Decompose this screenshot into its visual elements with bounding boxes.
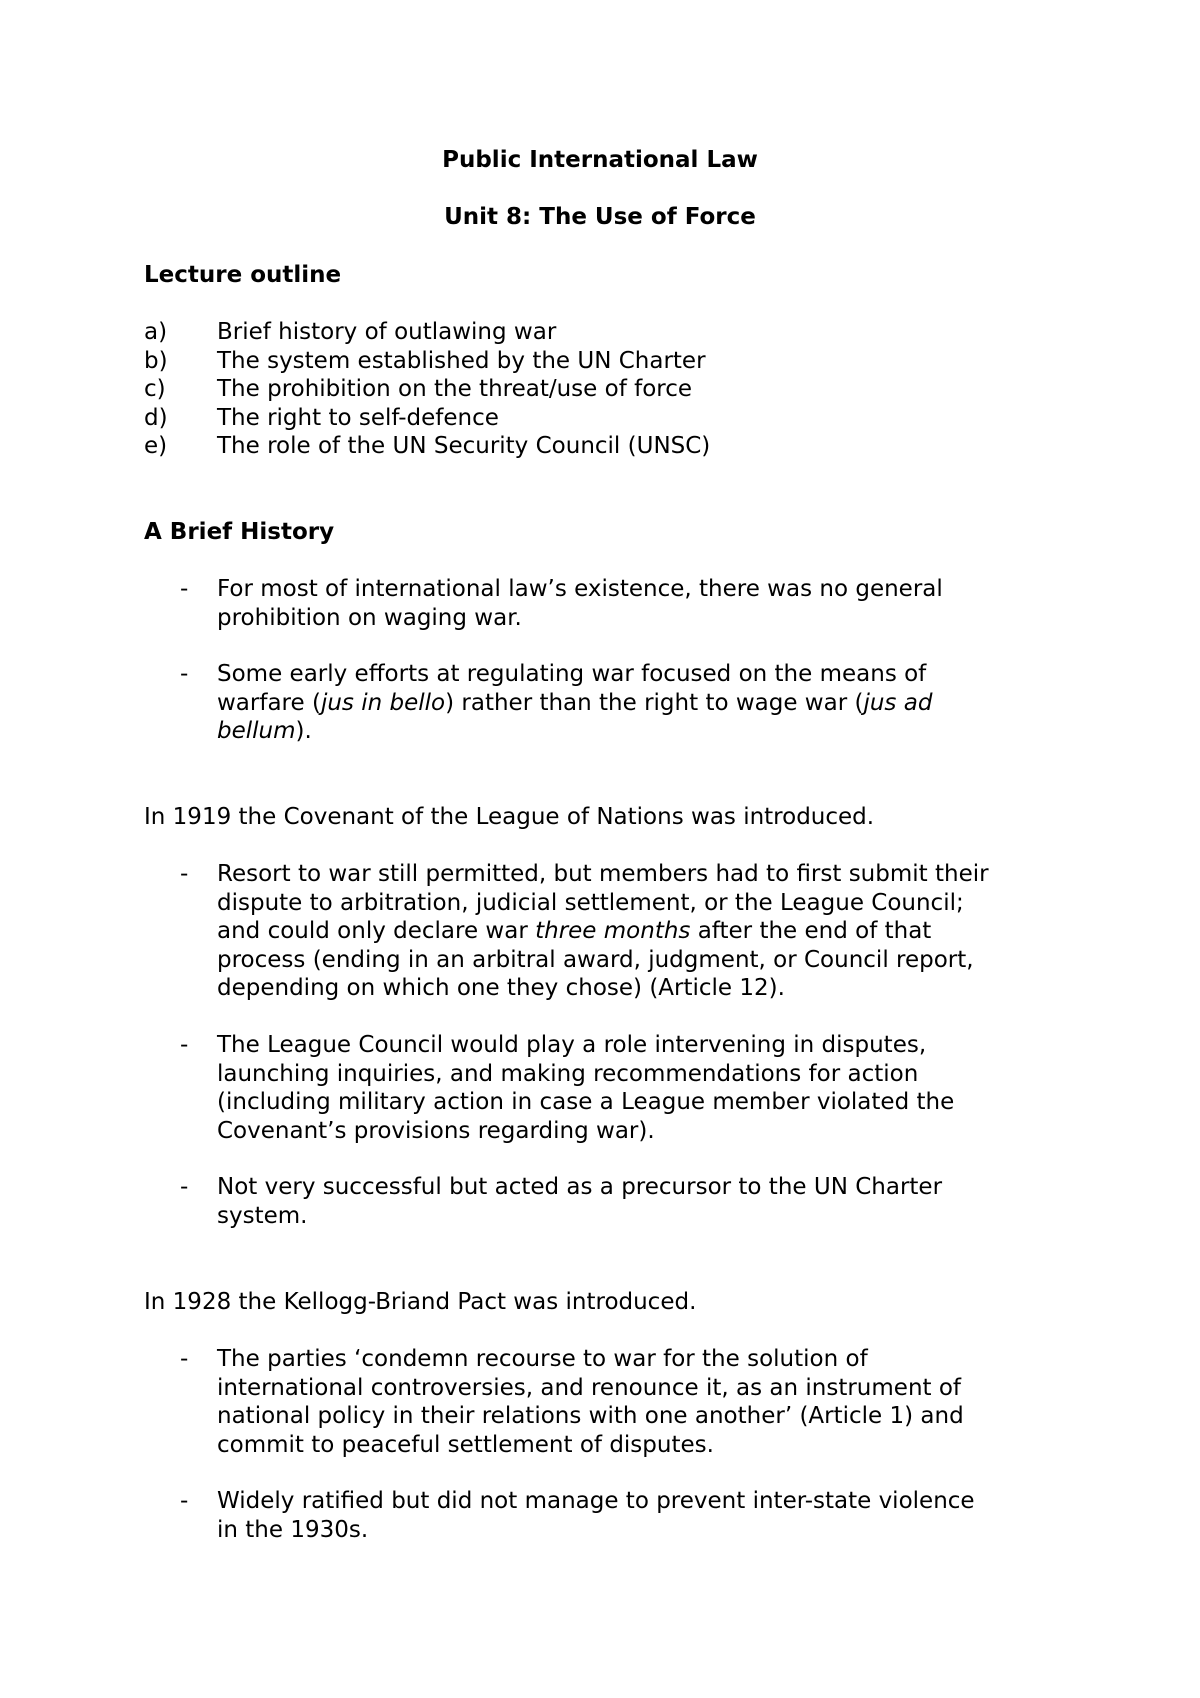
document-title: Public International Law (442, 147, 758, 173)
text-run: warfare ( (217, 689, 321, 716)
bullet-line: system. (217, 1202, 308, 1229)
text-run: after the end of that (690, 918, 932, 944)
bullet-line (217, 717, 1080, 746)
bullet-line: Some early efforts at regulating war focused on the means of (217, 661, 927, 687)
bullet-line: launching inquiries, and making recommendations for action (217, 1060, 919, 1087)
bullet-line: Widely ratified but did not manage to prevent inter-state violence (217, 1488, 975, 1514)
covenant-bullet (180, 860, 1080, 1003)
covenant-bullet (180, 1031, 1080, 1145)
text-run: ) rather than the right to wage war ( (445, 689, 864, 716)
document-subtitle: Unit 8: The Use of Force (444, 204, 756, 230)
history-bullet-list-1 (180, 575, 1080, 632)
covenant-bullet-list-2 (180, 1031, 1080, 1145)
bullet-dash: - (180, 861, 189, 887)
covenant-bullet (180, 1173, 1080, 1230)
outline-marker: c) (144, 376, 166, 402)
bullet-line: dispute to arbitration, judicial settlement, or the League Council; (217, 889, 964, 916)
outline-marker: a) (144, 319, 168, 345)
bullet-dash: - (180, 1174, 189, 1200)
covenant-bullet-list-1 (180, 860, 1080, 1003)
bullet-dash: - (180, 1346, 189, 1372)
bullet-line: process (ending in an arbitral award, judgment, or Council report, (217, 946, 974, 973)
history-bullet-list-2 (180, 660, 1080, 746)
bullet-line (217, 917, 1080, 946)
bullet-line (217, 689, 1080, 718)
outline-item (144, 347, 710, 376)
outline-text: The right to self-defence (217, 404, 499, 431)
bullet-dash: - (180, 576, 189, 602)
outline-marker: e) (144, 433, 168, 459)
brief-history-heading: A Brief History (144, 519, 335, 545)
bullet-line: (including military action in case a League member violated the (217, 1089, 955, 1115)
covenant-bullet-list-3 (180, 1173, 1080, 1230)
bullet-dash: - (180, 1488, 189, 1514)
outline-text: The prohibition on the threat/use of force (217, 376, 693, 402)
italic-term: three months (535, 918, 691, 944)
bullet-line: in the 1930s. (217, 1516, 369, 1543)
lecture-outline-list (144, 318, 710, 461)
bullet-line: commit to peaceful settlement of disputes. (217, 1431, 714, 1458)
bullet-line: Covenant’s provisions regarding war). (217, 1117, 655, 1144)
bullet-line: For most of international law’s existence, there was no general (217, 576, 943, 602)
bullet-line: international controversies, and renounce it, as an instrument of (217, 1374, 962, 1401)
history-bullet (180, 660, 1080, 746)
bullet-line: prohibition on waging war. (217, 604, 522, 631)
kellogg-bullet (180, 1345, 1080, 1459)
bullet-line: Not very successful but acted as a precursor to the UN Charter (217, 1174, 943, 1200)
kellogg-bullet (180, 1487, 1080, 1544)
outline-item (144, 432, 710, 461)
kellogg-bullet-list-1 (180, 1345, 1080, 1459)
covenant-intro: In 1919 the Covenant of the League of Nations was introduced. (144, 804, 875, 830)
history-bullet (180, 575, 1080, 632)
italic-term: jus ad (863, 689, 933, 716)
bullet-line: national policy in their relations with one another’ (Article 1) and (217, 1403, 964, 1429)
outline-marker: d) (144, 404, 168, 431)
text-run: ). (295, 718, 312, 744)
bullet-line: Resort to war still permitted, but members had to first submit their (217, 861, 989, 887)
outline-item (144, 375, 710, 404)
bullet-dash: - (180, 661, 189, 687)
kellogg-intro: In 1928 the Kellogg-Briand Pact was introduced. (144, 1289, 697, 1315)
lecture-outline-heading: Lecture outline (144, 262, 342, 288)
text-run: and could only declare war (217, 918, 536, 944)
outline-marker: b) (144, 347, 168, 374)
outline-text: Brief history of outlawing war (217, 319, 557, 345)
italic-term: jus in bello (320, 689, 446, 716)
bullet-dash: - (180, 1032, 189, 1058)
kellogg-bullet-list-2 (180, 1487, 1080, 1544)
outline-text: The role of the UN Security Council (UNSC) (217, 433, 711, 459)
italic-term: bellum (217, 718, 296, 744)
bullet-line: depending on which one they chose) (Article 12). (217, 975, 785, 1001)
bullet-line: The parties ‘condemn recourse to war for the solution of (217, 1346, 868, 1372)
outline-item (144, 404, 710, 433)
bullet-line: The League Council would play a role intervening in disputes, (217, 1032, 927, 1058)
outline-text: The system established by the UN Charter (217, 347, 706, 374)
outline-item (144, 318, 710, 347)
